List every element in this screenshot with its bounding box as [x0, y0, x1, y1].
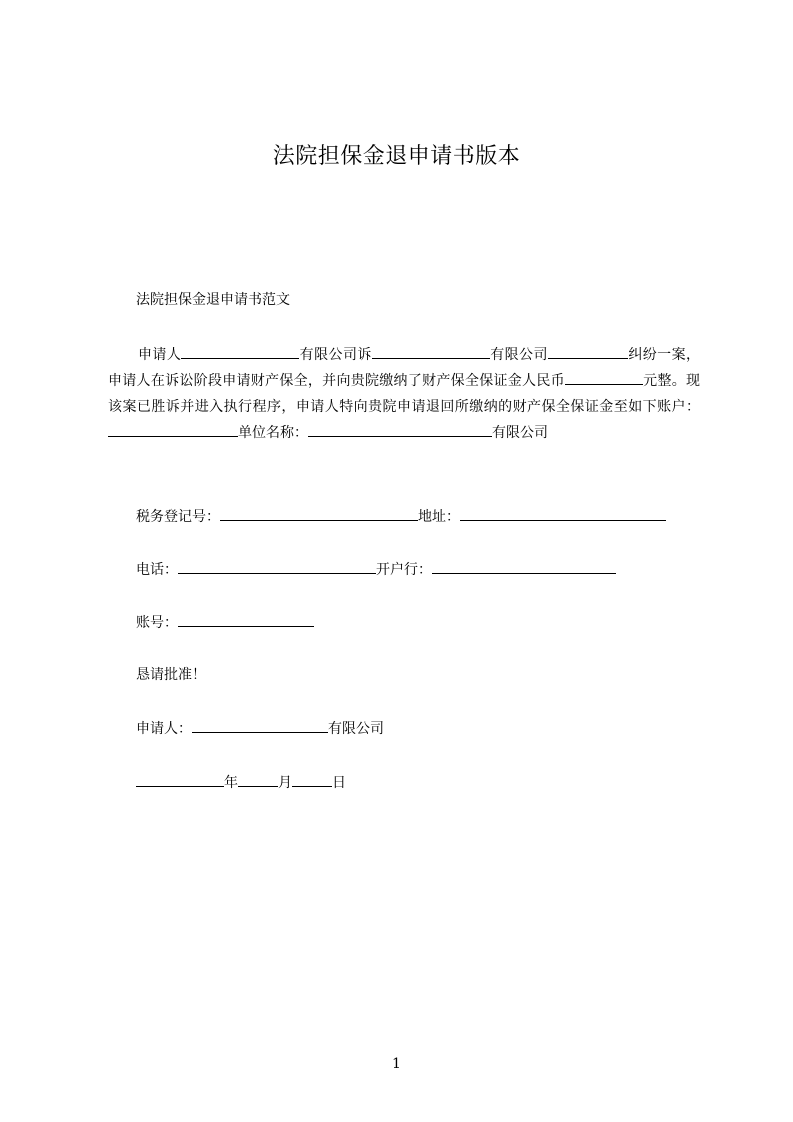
- signature-row: [136, 718, 384, 739]
- body-paragraph: [108, 342, 700, 446]
- unit-company-text: 有限公司: [492, 425, 548, 441]
- account-number-blank: [178, 612, 314, 627]
- signature-suffix: 有限公司: [328, 721, 384, 737]
- defendant-blank: [372, 344, 490, 359]
- phone-blank: [178, 559, 376, 574]
- company-sues-text: 有限公司诉: [299, 347, 372, 363]
- account-blank: [108, 422, 238, 437]
- unit-name-label: 单位名称：: [238, 425, 308, 441]
- phone-label: 电话：: [136, 562, 178, 578]
- month-blank: [238, 772, 278, 787]
- unit-name-blank: [308, 422, 492, 437]
- tax-address-row: [136, 506, 666, 527]
- dispute-blank: [548, 344, 628, 359]
- date-row: [136, 772, 346, 793]
- page-number: 1: [392, 1056, 401, 1072]
- document-title: 法院担保金退申请书版本: [272, 144, 521, 169]
- refund-request-text: 元整。现该案已胜诉并进入执行程序，申请人特向贵院申请退回所缴纳的财产保全保证金至如下账户：: [108, 373, 701, 415]
- year-label: 年: [224, 775, 238, 791]
- signature-blank: [192, 718, 328, 733]
- document-subtitle: 法院担保金退申请书范文: [136, 292, 290, 308]
- address-label: 地址：: [418, 509, 460, 525]
- tax-number-blank: [220, 506, 418, 521]
- signature-label: 申请人：: [136, 721, 192, 737]
- applicant-blank: [181, 344, 299, 359]
- address-blank: [460, 506, 666, 521]
- account-row: [136, 612, 314, 633]
- account-label: 账号：: [136, 615, 178, 631]
- closing-text: 恳请批准！: [136, 667, 206, 683]
- applicant-label: 申请人: [138, 347, 182, 363]
- amount-blank: [565, 370, 643, 385]
- bank-label: 开户行：: [376, 562, 432, 578]
- phone-bank-row: [136, 559, 616, 580]
- month-label: 月: [278, 775, 292, 791]
- year-blank: [136, 772, 224, 787]
- case-description-text: 纠纷一案，申请人在诉讼阶段申请财产保全，并向贵院缴纳了财产保全保证金人民币: [108, 347, 701, 389]
- tax-number-label: 税务登记号：: [136, 509, 220, 525]
- bank-blank: [432, 559, 616, 574]
- day-blank: [292, 772, 332, 787]
- day-label: 日: [332, 775, 346, 791]
- company-text: 有限公司: [489, 347, 548, 363]
